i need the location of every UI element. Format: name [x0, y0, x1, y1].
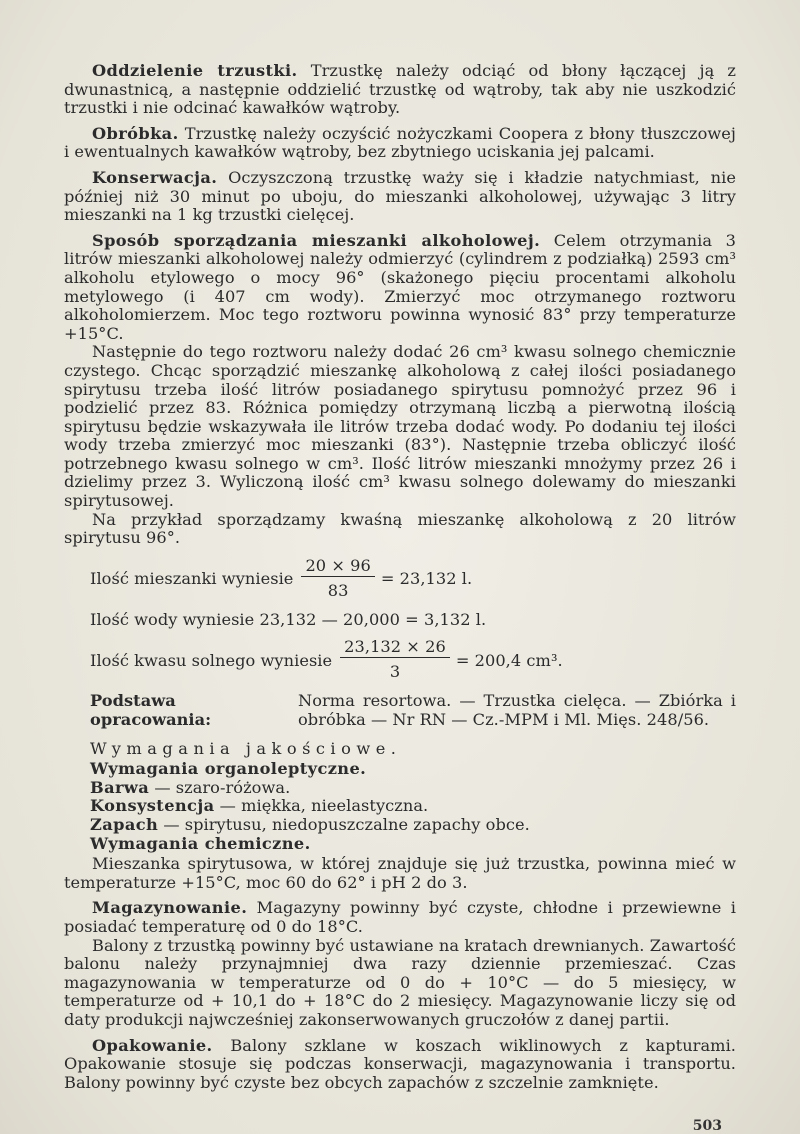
color-text: — szaro-różowa.	[154, 777, 291, 797]
text-mixture: Celem otrzymania 3 litrów mieszanki alkoholowej należy odmierzyć (cylindrem z podziałką) 2593 cm³ alkoholu etylowego o mocy 96° (skażonego pięciu procentami alkoholu metylowego (i 407 cm wody). Zmierzyć moc otrzymanego roztworu alkoholomierzem. Moc tego roztworu powinna wynosić 83° przy temperaturze +15°C.	[64, 230, 737, 343]
body-text	[64, 62, 736, 1099]
paragraph-packaging	[64, 1037, 736, 1093]
paragraph-preservation	[64, 169, 736, 225]
paragraph-storage	[64, 899, 736, 936]
formula-mixture-label: Ilość mieszanki wyniesie	[90, 569, 294, 589]
paragraph-mixture	[64, 232, 736, 344]
quality-title: Wymagania jakościowe.	[90, 738, 402, 758]
formula-acid-result: = 200,4 cm³.	[455, 650, 563, 670]
heading-separation: Oddzielenie trzustki.	[92, 61, 298, 80]
fraction-mixture-denominator: 83	[327, 580, 349, 600]
paragraph-processing	[64, 125, 736, 162]
paragraph-separation	[64, 62, 736, 118]
fraction-mixture	[301, 556, 374, 603]
item-smell	[90, 816, 736, 835]
heading-packaging: Opakowanie.	[92, 1035, 213, 1055]
chemical-heading: Wymagania chemiczne.	[90, 833, 311, 853]
basis-label: Podstawa opracowania:	[90, 691, 212, 730]
paragraph-chemical: Mieszanka spirytusowa, w której znajduje się już trzustka, powinna mieć w temperaturze +15°C, moc 60 do 62° i pH 2 do 3.	[64, 854, 736, 892]
basis-block	[64, 692, 736, 729]
basis-value: Norma resortowa. — Trzustka cielęca. — Zbiórka i obróbka — Nr RN — Cz.-MPM i Ml. Mięs. 248/56.	[298, 691, 736, 730]
heading-preservation: Konserwacja.	[92, 167, 218, 187]
consistency-label: Konsystencja	[90, 796, 215, 816]
formula-mixture-result: = 23,132 l.	[380, 569, 473, 589]
item-consistency	[90, 797, 736, 816]
consistency-text: — miękka, nieelastyczna.	[219, 796, 429, 816]
paragraph-example: Na przykład sporządzamy kwaśną mieszankę alkoholową z 20 litrów spirytusu 96°.	[64, 509, 736, 548]
formula-acid-label: Ilość kwasu solnego wyniesie	[90, 650, 333, 670]
heading-storage: Magazynowanie.	[92, 898, 248, 918]
fraction-acid-denominator: 3	[389, 662, 401, 682]
item-color	[90, 779, 736, 798]
smell-label: Zapach	[90, 815, 159, 834]
organoleptic-heading: Wymagania organoleptyczne.	[90, 759, 367, 779]
color-label: Barwa	[90, 777, 150, 797]
formula-water: Ilość wody wyniesie 23,132 — 20,000 = 3,132 l.	[90, 609, 487, 629]
text-storage: Magazyny powinny być czyste, chłodne i przewiewne i posiadać temperaturę od 0 do 18°C.	[64, 898, 736, 936]
smell-text: — spirytusu, niedopuszczalne zapachy obce.	[163, 815, 530, 834]
text-separation: Trzustkę należy odciąć od błony łączącej ją z dwunastnicą, a następnie oddzielić trzustkę od wątroby, tak aby nie uszkodzić trzustki i nie odcinać kawałków wątroby.	[64, 61, 736, 118]
page-number: 503	[692, 1118, 722, 1134]
paragraph-storage-2: Balony z trzustką powinny być ustawiane na kratach drewnianych. Zawartość balonu należy przynajmniej dwa razy dziennie przemieszać. Czas magazynowania w temperaturze od 0 do + 10°C — do 5 miesięcy, w temperaturze od + 10,1 do + 18°C do 2 miesięcy. Magazynowanie liczy się od daty produkcji najwcześniej zakonserwowanych gruczołów z danej partii.	[64, 935, 736, 1029]
text-packaging: Balony szklane w koszach wiklinowych z kapturami. Opakowanie stosuje się podczas konserwacji, magazynowania i transportu. Balony powinny być czyste bez obcych zapachów z szczelnie zamknięte.	[64, 1035, 736, 1092]
formula-mixture	[90, 556, 736, 603]
paragraph-mixture-2: Następnie do tego roztworu należy dodać 26 cm³ kwasu solnego chemicznie czystego. Chcąc sporządzić mieszankę alkoholową z całej ilości posiadanego spirytusu trzeba ilość litrów posiadanego spirytusu pomnożyć przez 96 i podzielić przez 83. Różnica pomiędzy otrzymaną liczbą a pierwotną ilością spirytusu będzie wskazywała ile litrów trzeba dodać wody. Po dodaniu tej ilości wody trzeba zmierzyć moc mieszanki (83°). Następnie trzeba obliczyć ilość potrzebnego kwasu solnego w cm³. Ilość litrów mieszanki mnożymy przez 26 i dzielimy przez 3. Wyliczoną ilość cm³ kwasu solnego dolewamy do mieszanki spirytusowej.	[64, 342, 736, 511]
heading-mixture: Sposób sporządzania mieszanki alkoholowej.	[92, 230, 541, 250]
text-preservation: Oczyszczoną trzustkę waży się i kładzie natychmiast, nie później niż 30 minut po uboju, do mieszanki alkoholowej, używając 3 litry mieszanki na 1 kg trzustki cielęcej.	[64, 167, 736, 225]
fraction-acid-numerator: 23,132 ⨯ 26	[340, 637, 450, 658]
fraction-mixture-numerator: 20 ⨯ 96	[301, 556, 374, 577]
fraction-acid	[340, 637, 450, 684]
heading-processing: Obróbka.	[92, 123, 179, 143]
text-processing: Trzustkę należy oczyścić nożyczkami Coopera z błony tłuszczowej i ewentualnych kawałków wątroby, bez zbytniego uciskania jej palcami.	[64, 123, 736, 162]
formula-acid	[90, 637, 736, 684]
